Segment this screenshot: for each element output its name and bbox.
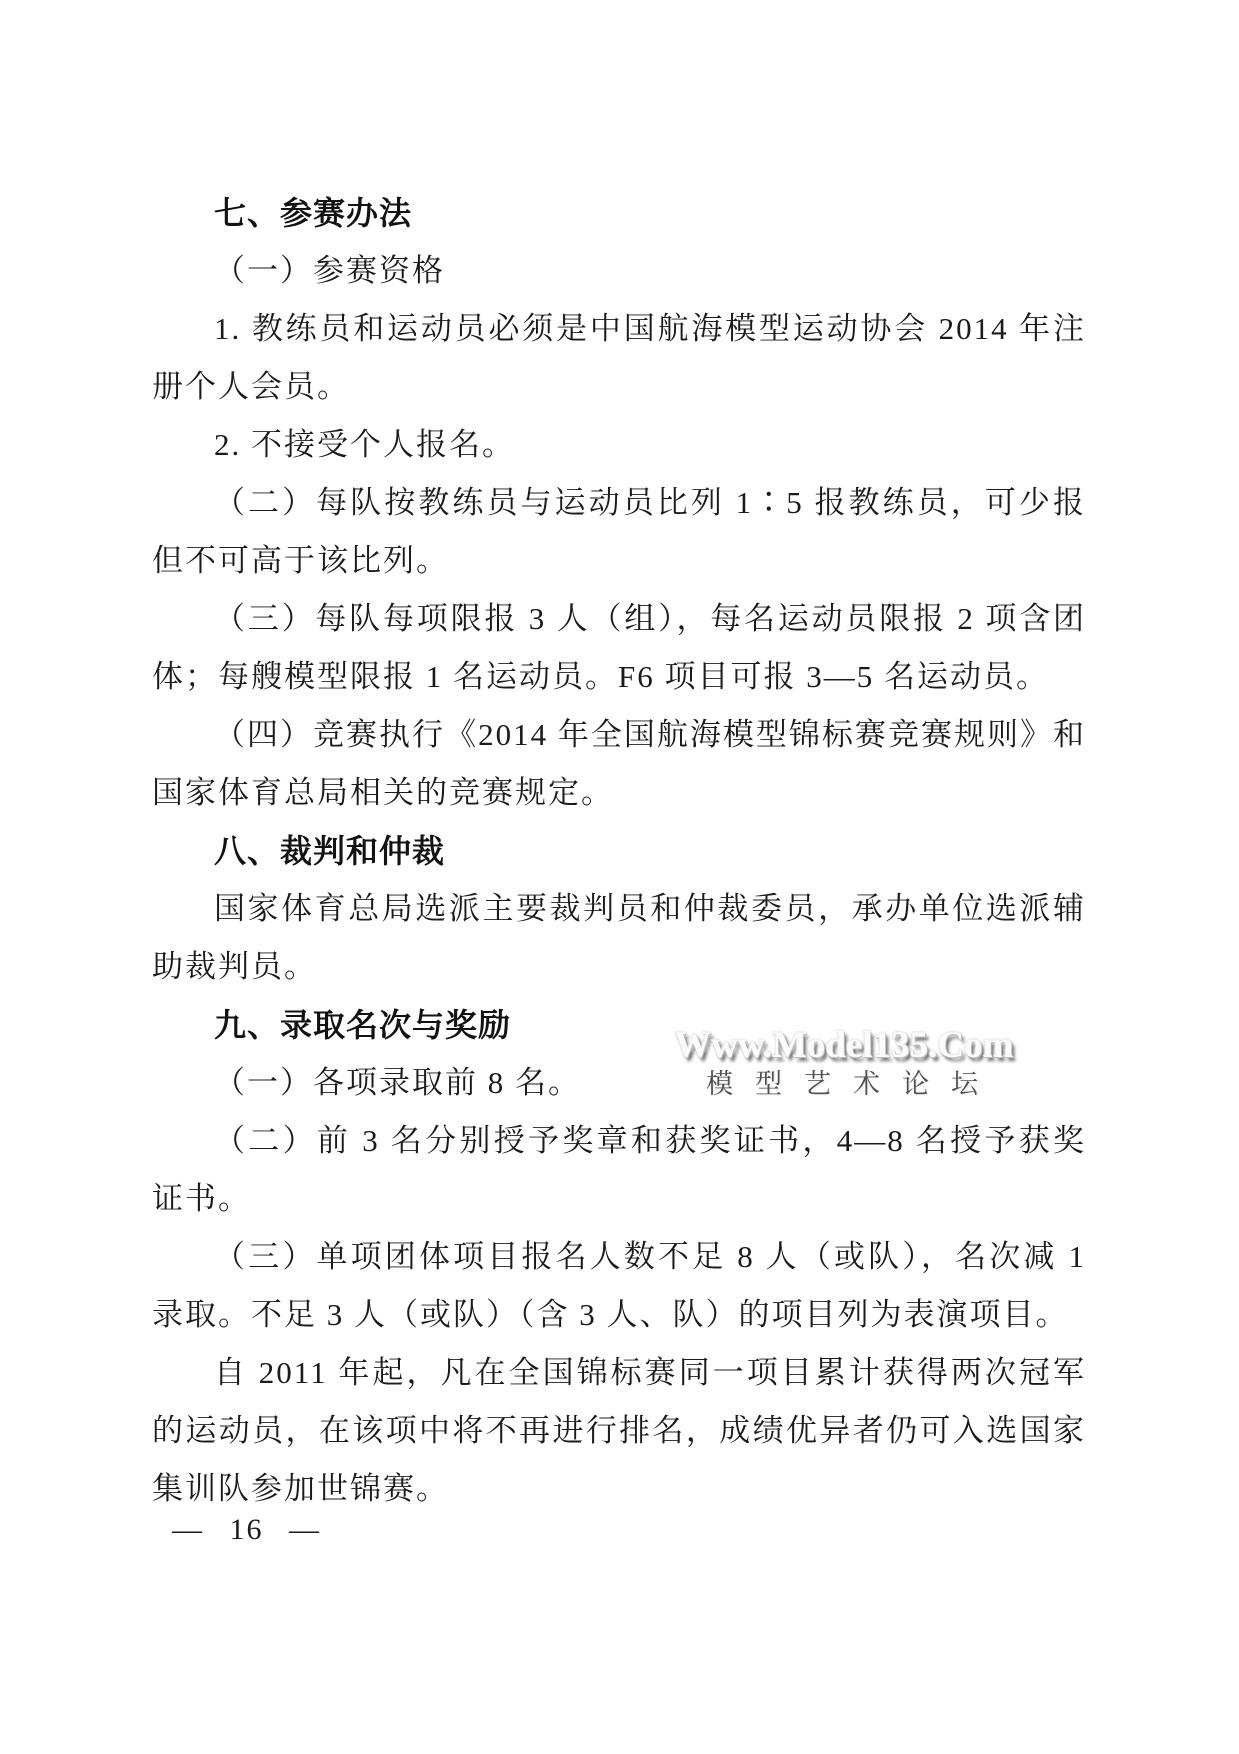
section-heading-8: 八、裁判和仲裁 — [214, 833, 446, 869]
paragraph-eligibility-title: （一）参赛资格 — [214, 253, 445, 288]
paragraph-coach-ratio: （二）每队按教练员与运动员比列 1∶5 报教练员，可少报但不可高于该比列。 — [152, 485, 1086, 578]
section-heading-7: 七、参赛办法 — [214, 195, 413, 231]
paragraph-champion-rule: 自 2011 年起，凡在全国锦标赛同一项目累计获得两次冠军的运动员，在该项中将不再进行排名，成绩优异者仍可入选国家集训队参加世锦赛。 — [152, 1355, 1086, 1506]
paragraph-awards-reduction: （三）单项团体项目报名人数不足 8 人（或队），名次减 1 录取。不足 3 人（或队）（含 3 人、队）的项目列为表演项目。 — [152, 1239, 1086, 1332]
page-number: — 16 — — [172, 1513, 321, 1546]
paragraph-eligibility-1: 1. 教练员和运动员必须是中国航海模型运动协会 2014 年注册个人会员。 — [152, 311, 1086, 404]
paragraph-rules-reference: （四）竞赛执行《2014 年全国航海模型锦标赛竞赛规则》和国家体育总局相关的竞赛规定。 — [152, 717, 1086, 810]
paragraph-eligibility-2: 2. 不接受个人报名。 — [214, 427, 515, 462]
document-body — [152, 184, 1086, 1518]
watermark-forum-name: 模型艺术论坛 — [706, 1069, 1000, 1099]
section-heading-9: 九、录取名次与奖励 — [214, 1007, 512, 1043]
paragraph-awards-top8: （一）各项录取前 8 名。 — [214, 1065, 581, 1100]
paragraph-referees: 国家体育总局选派主要裁判员和仲裁委员，承办单位选派辅助裁判员。 — [152, 891, 1086, 984]
paragraph-awards-medals: （二）前 3 名分别授予奖章和获奖证书，4—8 名授予获奖证书。 — [152, 1123, 1086, 1216]
watermark-site-url: Www.Model135.Com — [674, 1025, 1014, 1066]
paragraph-entry-limits: （三）每队每项限报 3 人（组），每名运动员限报 2 项含团体；每艘模型限报 1 名运动员。F6 项目可报 3—5 名运动员。 — [152, 601, 1086, 694]
